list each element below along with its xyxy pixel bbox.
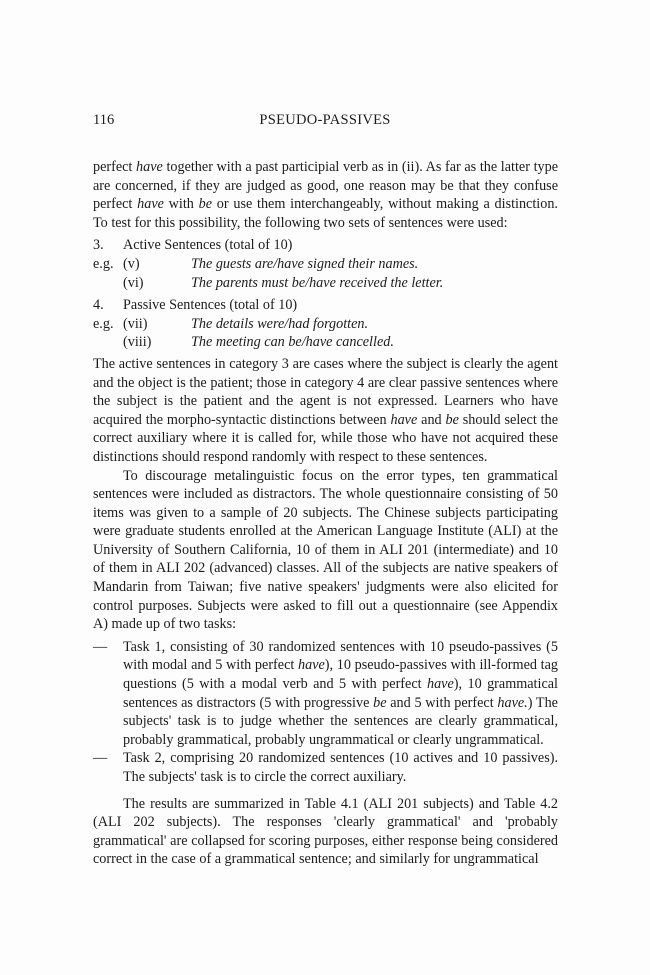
paragraph-categories: The active sentences in category 3 are cases where the subject is clearly the agent and the object is the patient; those in category 4 are clear passive sentences where the subject is the patient and the agent is not expressed. Learners who have acquired the morpho-syntactic distinctions between have and be should select the correct auxiliary where it is called for, while those who have not acquired these distinctions should respond randomly with respect to these sentences.: [93, 355, 558, 465]
example-row: e.g. (v) The guests are/have signed their names.: [93, 255, 419, 272]
task-list: [93, 638, 558, 787]
paragraph-method: To discourage metalinguistic focus on the error types, ten grammatical sentences were included as distractors. The whole questionnaire consisting of 50 items was given to a sample of 20 subjects. The Chinese subjects participating were graduate students enrolled at the American Language Institute (ALI) at the University of Southern California, 10 of them in ALI 201 (intermediate) and 10 of them in ALI 202 (advanced) classes. All of the subjects are native speakers of Mandarin from Taiwan; five native speakers' judgments were also elicited for control purposes. Subjects were asked to fill out a questionnaire (see Appendix A) made up of two tasks:: [93, 467, 558, 633]
body-text: [93, 158, 558, 869]
paragraph-results: The results are summarized in Table 4.1 (ALI 201 subjects) and Table 4.2 (ALI 202 subjects). The responses 'clearly grammatical' and 'probably grammatical' are collapsed for scoring purposes, either response being considered correct in the case of a grammatical sentence; and similarly for ungrammatical: [93, 795, 558, 868]
page-number: 116: [93, 112, 115, 128]
task-item: — Task 1, consisting of 30 randomized sentences with 10 pseudo-passives (5 with modal and 5 with perfect have), 10 pseudo-passives with ill-formed tag questions (5 with a modal verb and 5 with perfect have), 10 grammatical sentences as distractors (5 with progressive be and 5 with perfect have.) The subjects' task is to judge whether the sentences are clearly grammatical, probably grammatical, probably ungrammatical or clearly ungrammatical.: [93, 638, 558, 748]
intro-paragraph: perfect have together with a past participial verb as in (ii). As far as the latter type are concerned, if they are judged as good, one reason may be that they confuse perfect have with be or use them interchangeably, without making a distinction. To test for this possibility, the following two sets of sentences were used:: [93, 159, 558, 231]
passive-sentences-examples: [93, 296, 558, 352]
task-item: — Task 2, comprising 20 randomized sentences (10 actives and 10 passives). The subjects' task is to circle the correct auxiliary.: [93, 750, 558, 785]
running-head: PSEUDO-PASSIVES: [259, 112, 391, 128]
example-set-heading: 4. Passive Sentences (total of 10): [93, 297, 298, 314]
example-row: (viii) The meeting can be/have cancelled.: [123, 334, 394, 351]
active-sentences-examples: [93, 236, 558, 292]
example-set-heading: 3. Active Sentences (total of 10): [93, 237, 293, 254]
example-row: e.g. (vii) The details were/had forgotten.: [93, 315, 369, 332]
example-row: (vi) The parents must be/have received the letter.: [123, 274, 444, 291]
